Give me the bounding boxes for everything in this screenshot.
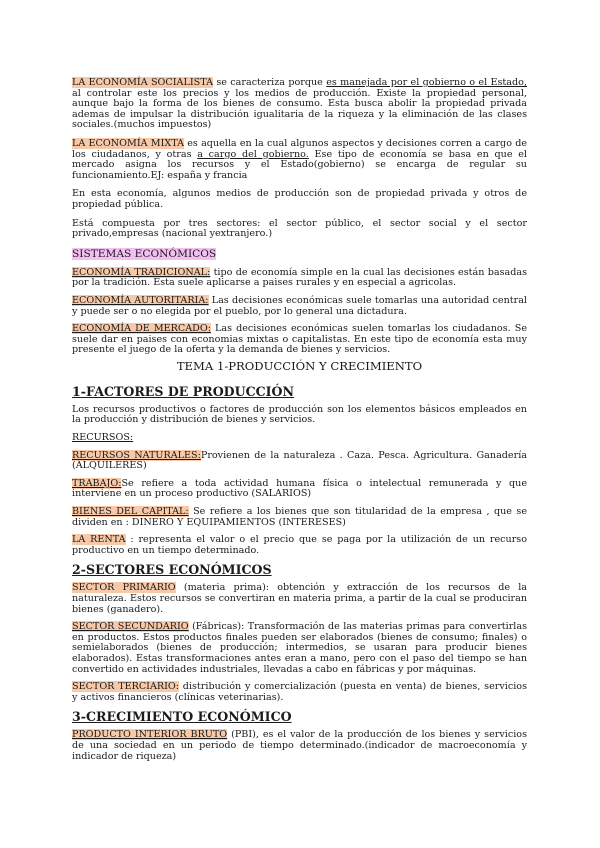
- text-mercado: Las decisiones económicas suelen tomarlas los ciudadanos. Se suele dar en paises con economias mixtas o capitalistas. En este tipo de economía esta muy presente el juego de la oferta y la demanda de bienes y servicios.: [72, 323, 527, 356]
- paragraph-pib: [72, 730, 527, 762]
- paragraph-mixta-2: En esta economía, algunos medios de producción son de propiedad privada y otros de propiedad pública.: [72, 188, 527, 210]
- paragraph-terciario: [72, 682, 527, 703]
- paragraph-renta: [72, 535, 527, 556]
- text-renta: : representa el valor o el precio que se paga por la utilización de un recurso productivo en un tiempo determinado.: [72, 534, 527, 556]
- term-trabajo: TRABAJO:: [72, 477, 122, 489]
- term-socialista: LA ECONOMÍA SOCIALISTA: [72, 77, 214, 88]
- term-secundario: SECTOR SECUNDARIO: [72, 621, 189, 633]
- text-socialista-a: se caracteriza porque: [213, 77, 327, 88]
- text-primario: (materia prima): obtención y extracción de los recursos de la naturaleza. Estos recursos se convertiran en materia prima, a partir de la cual se produciran bienes (ganadero).: [72, 582, 527, 615]
- term-naturales: RECURSOS NATURALES:: [72, 449, 201, 461]
- text-trabajo: Se refiere a toda actividad humana física o intelectual remunerada y que interviene en un proceso productivo (SALARIOS): [72, 477, 527, 500]
- paragraph-tradicional: [72, 268, 527, 289]
- text-secundario: (Fábricas): Transformación de las materias primas para convertirlas en productos. Estos productos finales pueden ser elaborados (bienes de consumo; finales) o semielaborados (bienes de producción; intermedios, se usaran para producir bienes elaborados). Estas transformaciones antes eran a mano, pero con el paso del tiempo se han convertido en actividades industriales, llevadas a cabo en fábricas y por máquinas.: [72, 621, 527, 675]
- sistemas-heading: [72, 248, 527, 260]
- text-mixta-underlined: a cargo del gobierno.: [197, 148, 309, 160]
- paragraph-factores-intro: Los recursos productivos o factores de producción son los elementos básicos empleados en la producción y distribución de bienes y servicios.: [72, 403, 527, 426]
- paragraph-primario: [72, 583, 527, 615]
- term-primario: SECTOR PRIMARIO: [72, 582, 176, 594]
- paragraph-autoritaria: [72, 296, 527, 317]
- heading-crecimiento: 3-CRECIMIENTO ECONÓMICO: [72, 709, 292, 725]
- term-autoritaria: ECONOMÍA AUTORITARIA:: [72, 294, 209, 306]
- recursos-label: RECURSOS:: [72, 432, 134, 444]
- term-renta: LA RENTA: [72, 534, 126, 546]
- paragraph-secundario: [72, 622, 527, 675]
- text-autoritaria: Las decisiones económicas suele tomarlas una autoridad central y puede ser o no elegida por el pueblo, por lo general una dictadura.: [72, 294, 527, 317]
- term-terciario: SECTOR TERCIARIO:: [72, 681, 179, 693]
- text-pib: (PBI), es el valor de la producción de los bienes y servicios de una sociedad en un periodo de tiempo determinado.(indicador de macroeconomía y indicador de riqueza): [72, 729, 527, 762]
- term-mercado: ECONOMÍA DE MERCADO:: [72, 323, 211, 335]
- paragraph-naturales: [72, 451, 527, 472]
- text-terciario: distribución y comercialización (puesta en venta) de bienes, servicios y activos financieros (clínicas veterinarias).: [72, 681, 527, 703]
- text-socialista-b: al controlar este los precios y los medios de producción. Existe la propiedad personal, aunque bajo la forma de los bienes de consumo. Esta busca abolir la propiedad privada ademas de impulsar la distribución igualitaria de la riqueza y la eliminación de las clases sociales.(muchos impuestos): [72, 87, 527, 131]
- paragraph-trabajo: [72, 479, 527, 500]
- text-mixta-b: Ese tipo de economía se basa en que el mercado asigna los recursos y el Estado(gobierno) se encarga de regular su funcionamiento.EJ: españa y francia: [72, 148, 527, 181]
- sistemas-heading-text: SISTEMAS ECONÓMICOS: [72, 247, 217, 260]
- term-capital: BIENES DEL CAPITAL:: [72, 506, 189, 518]
- term-tradicional: ECONOMÍA TRADICIONAL:: [72, 266, 211, 278]
- document-page: [72, 78, 527, 769]
- text-socialista-underlined: es manejada por el gobierno o el Estado,: [326, 77, 527, 88]
- text-capital: Se refiere a los bienes que son titularidad de la empresa , que se dividen en : DINERO Y EQUIPAMIENTOS (INTERESES): [72, 506, 527, 528]
- text-mixta-a: es aquella en la cual algunos aspectos y decisiones corren a cargo de los ciudadanos, y otras: [72, 137, 528, 160]
- paragraph-capital: [72, 507, 527, 528]
- term-pib: PRODUCTO INTERIOR BRUTO: [72, 729, 228, 741]
- heading-sectores: 2-SECTORES ECONÓMICOS: [72, 562, 272, 578]
- paragraph-mercado: [72, 324, 527, 356]
- paragraph-socialista: [72, 78, 527, 131]
- term-mixta: LA ECONOMÍA MIXTA: [72, 137, 185, 149]
- tema-title: TEMA 1-PRODUCCIÓN Y CRECIMIENTO: [176, 358, 423, 373]
- paragraph-mixta: [72, 139, 527, 181]
- paragraph-mixta-3: Está compuesta por tres sectores: el sector público, el sector social y el sector privado,empresas (nacional yextranjero.): [72, 217, 527, 240]
- heading-factores: 1-FACTORES DE PRODUCCIÓN: [72, 383, 295, 399]
- text-tradicional: tipo de economía simple en la cual las decisiones están basadas por la tradición. Esta suele aplicarse a paises rurales y en especial a agricolas.: [72, 266, 527, 289]
- text-naturales: Provienen de la naturaleza . Caza. Pesca. Agricultura. Ganadería (ALQUILERES): [72, 449, 527, 472]
